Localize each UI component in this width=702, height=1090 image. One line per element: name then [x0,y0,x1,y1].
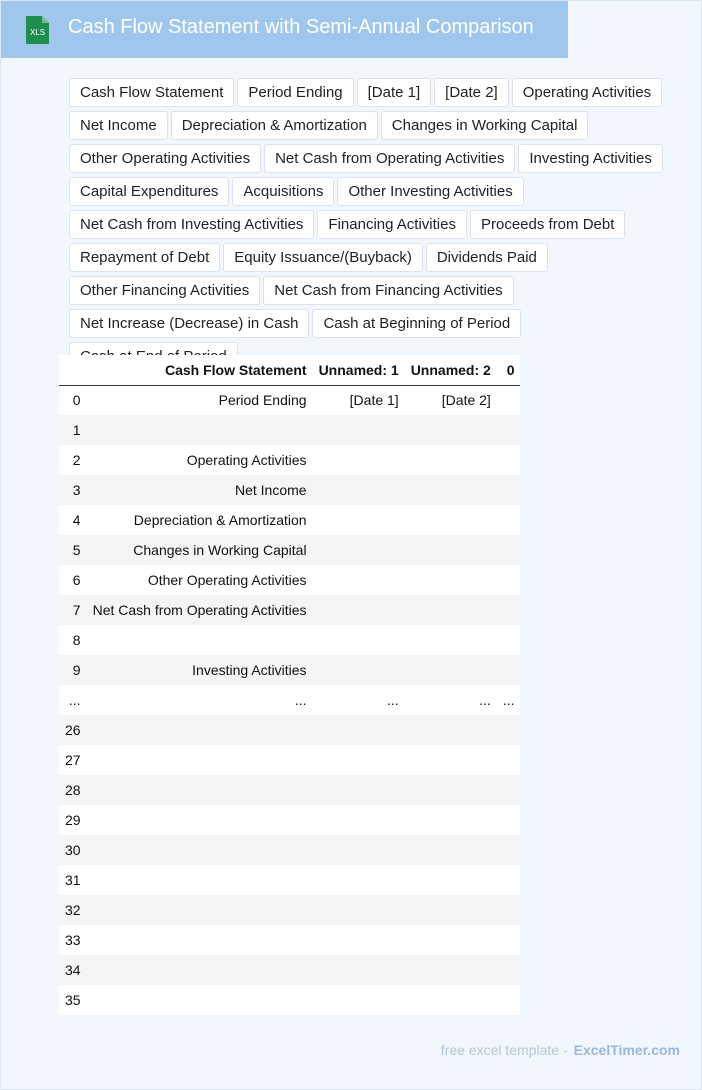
table-cell [313,565,405,595]
column-header [59,355,87,385]
table-cell [497,835,521,865]
tag-item[interactable]: Operating Activities [512,78,662,107]
table-row [59,685,520,715]
table-cell [497,715,521,745]
table-cell [497,445,521,475]
table-cell [405,625,497,655]
table-cell [497,745,521,775]
table-cell [497,805,521,835]
tag-item[interactable]: Other Financing Activities [69,276,260,305]
table-row [59,475,520,505]
tag-item[interactable]: Changes in Working Capital [381,111,589,140]
tag-item[interactable]: Net Cash from Operating Activities [264,144,515,173]
table-cell [497,565,521,595]
table-cell [87,625,313,655]
tag-item[interactable]: Other Investing Activities [337,177,523,206]
tag-item[interactable]: Period Ending [237,78,353,107]
tag-item[interactable]: Investing Activities [518,144,663,173]
table-cell [87,835,313,865]
table-cell: Period Ending [87,385,313,415]
row-index-cell: 29 [59,805,87,835]
table-cell [313,445,405,475]
table-row [59,775,520,805]
table-body [59,385,520,1015]
table-cell [405,565,497,595]
table-cell: Other Operating Activities [87,565,313,595]
table-cell [87,955,313,985]
table-row [59,535,520,565]
row-index-cell: 32 [59,895,87,925]
tag-item[interactable]: Cash Flow Statement [69,78,234,107]
table-cell [313,955,405,985]
svg-text:XLS: XLS [29,28,46,37]
table-cell [87,715,313,745]
table-row [59,925,520,955]
row-index-cell: 5 [59,535,87,565]
table-row [59,445,520,475]
table-cell: Depreciation & Amortization [87,505,313,535]
preview-table [59,355,520,1015]
tag-item[interactable]: Net Cash from Financing Activities [263,276,513,305]
table-cell [87,745,313,775]
table-cell: Operating Activities [87,445,313,475]
table-row [59,745,520,775]
column-header: Unnamed: 2 [405,355,497,385]
table-cell [497,925,521,955]
column-header: Cash Flow Statement [87,355,313,385]
table-row [59,595,520,625]
tag-item[interactable]: Proceeds from Debt [470,210,625,239]
title-bar [1,1,568,58]
table-cell [405,505,497,535]
tag-list [69,78,689,371]
table-cell [313,505,405,535]
table-row [59,835,520,865]
preview-table-wrapper [65,355,523,1016]
row-index-cell: 31 [59,865,87,895]
table-row [59,505,520,535]
table-cell [497,625,521,655]
row-index-cell: 1 [59,415,87,445]
row-index-cell: 3 [59,475,87,505]
table-row [59,865,520,895]
row-index-cell: 6 [59,565,87,595]
table-cell [497,865,521,895]
table-cell [497,475,521,505]
tag-item[interactable]: Equity Issuance/(Buyback) [223,243,423,272]
table-cell [405,655,497,685]
table-row [59,655,520,685]
row-index-cell: 8 [59,625,87,655]
table-cell [87,895,313,925]
table-cell: ... [313,685,405,715]
table-cell [87,805,313,835]
table-row [59,385,520,415]
table-cell [405,535,497,565]
table-cell [313,865,405,895]
table-cell [405,595,497,625]
table-cell [497,415,521,445]
table-cell [497,775,521,805]
table-cell: Investing Activities [87,655,313,685]
table-cell [313,985,405,1015]
table-cell [313,595,405,625]
tag-item[interactable]: Cash at Beginning of Period [312,309,521,338]
table-cell [497,895,521,925]
table-cell [497,595,521,625]
table-cell [313,535,405,565]
tag-item[interactable]: [Date 1] [357,78,432,107]
table-cell [405,415,497,445]
table-cell: Net Cash from Operating Activities [87,595,313,625]
table-cell [405,805,497,835]
table-cell [405,745,497,775]
table-cell [313,775,405,805]
table-cell [87,985,313,1015]
row-index-cell: 2 [59,445,87,475]
table-cell [497,955,521,985]
table-cell [497,535,521,565]
row-index-cell: 30 [59,835,87,865]
excel-file-icon [23,15,51,45]
table-cell [313,745,405,775]
tag-item[interactable]: Capital Expenditures [69,177,229,206]
tag-item[interactable]: Repayment of Debt [69,243,220,272]
table-row [59,415,520,445]
table-cell [87,775,313,805]
row-index-cell: 27 [59,745,87,775]
table-cell [497,985,521,1015]
table-cell [313,835,405,865]
footer-brand-link[interactable]: ExcelTimer.com [573,1042,680,1058]
table-cell [313,475,405,505]
table-cell [405,895,497,925]
row-index-cell: 28 [59,775,87,805]
table-row [59,955,520,985]
table-cell [405,865,497,895]
row-index-cell: 0 [59,385,87,415]
tag-item[interactable]: Acquisitions [232,177,334,206]
table-row [59,895,520,925]
tag-item[interactable]: Net Income [69,111,168,140]
table-cell [313,625,405,655]
tag-item[interactable]: Other Operating Activities [69,144,261,173]
table-cell [405,955,497,985]
table-cell [313,805,405,835]
row-index-cell: 9 [59,655,87,685]
table-cell: Changes in Working Capital [87,535,313,565]
table-cell [405,835,497,865]
row-index-cell: 33 [59,925,87,955]
row-index-cell: 34 [59,955,87,985]
row-index-cell: 26 [59,715,87,745]
tag-item[interactable]: Depreciation & Amortization [171,111,378,140]
table-cell: [Date 1] [313,385,405,415]
row-index-cell: 4 [59,505,87,535]
table-row [59,625,520,655]
tag-item[interactable]: [Date 2] [434,78,509,107]
table-cell: ... [405,685,497,715]
table-cell [405,925,497,955]
table-cell [405,445,497,475]
table-row [59,715,520,745]
table-cell [313,715,405,745]
page-title: Cash Flow Statement with Semi-Annual Comparison [68,16,534,38]
table-row [59,805,520,835]
table-row [59,565,520,595]
row-index-cell: ... [59,685,87,715]
table-cell [313,415,405,445]
tag-item[interactable]: Net Increase (Decrease) in Cash [69,309,309,338]
footer-prefix: free excel template - [440,1042,568,1058]
table-cell [313,895,405,925]
row-index-cell: 35 [59,985,87,1015]
row-index-cell: 7 [59,595,87,625]
tag-item[interactable]: Financing Activities [317,210,467,239]
tag-item[interactable]: Net Cash from Investing Activities [69,210,314,239]
table-cell [497,385,521,415]
table-cell: Net Income [87,475,313,505]
column-header: 0 [497,355,521,385]
footer-credit [441,1042,680,1058]
table-cell [405,715,497,745]
table-cell: ... [87,685,313,715]
table-cell [405,985,497,1015]
column-header: Unnamed: 1 [313,355,405,385]
table-cell [87,865,313,895]
tag-item[interactable]: Dividends Paid [426,243,548,272]
table-cell [313,655,405,685]
table-header-row [59,355,520,385]
table-cell [87,415,313,445]
table-cell: [Date 2] [405,385,497,415]
table-cell [313,925,405,955]
table-cell [87,925,313,955]
table-cell: ... [497,685,521,715]
table-cell [405,775,497,805]
table-cell [405,475,497,505]
table-cell [497,505,521,535]
table-cell [497,655,521,685]
table-row [59,985,520,1015]
